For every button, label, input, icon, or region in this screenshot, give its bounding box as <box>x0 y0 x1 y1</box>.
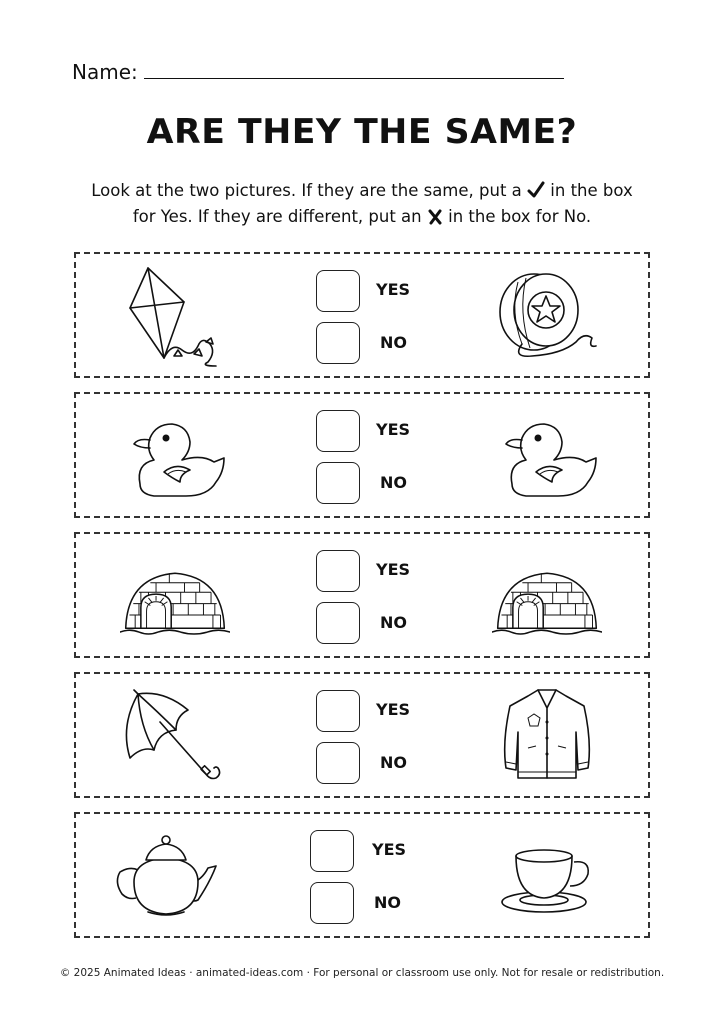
instruction-text-3: for Yes. If they are different, put an <box>132 207 422 226</box>
no-checkbox[interactable] <box>316 462 360 504</box>
instructions <box>60 178 664 230</box>
yes-label: YES <box>376 280 411 299</box>
cross-icon <box>427 209 443 225</box>
yoyo-icon <box>492 262 602 372</box>
kite-icon <box>120 262 230 372</box>
instruction-text-1: Look at the two pictures. If they are the same, put a <box>91 181 522 200</box>
name-label: Name: <box>72 60 138 84</box>
question-row-5 <box>74 812 650 938</box>
yes-checkbox[interactable] <box>310 830 354 872</box>
umbrella-icon <box>120 682 230 792</box>
instruction-text-2: in the box <box>550 181 633 200</box>
name-line <box>72 60 564 84</box>
igloo-icon <box>120 542 230 652</box>
page-title: ARE THEY THE SAME? <box>146 112 578 152</box>
no-checkbox[interactable] <box>316 742 360 784</box>
no-checkbox[interactable] <box>316 322 360 364</box>
question-row-2 <box>74 392 650 518</box>
no-label: NO <box>380 613 407 632</box>
question-row-1 <box>74 252 650 378</box>
no-label: NO <box>374 893 401 912</box>
igloo-icon <box>492 542 602 652</box>
question-row-3 <box>74 532 650 658</box>
no-checkbox[interactable] <box>316 602 360 644</box>
no-checkbox[interactable] <box>310 882 354 924</box>
jacket-icon <box>492 682 602 792</box>
question-row-4 <box>74 672 650 798</box>
rubber-duck-icon <box>492 402 602 512</box>
check-icon <box>527 181 545 199</box>
yes-label: YES <box>376 560 411 579</box>
teapot-icon <box>110 822 226 932</box>
yes-label: YES <box>376 700 411 719</box>
no-label: NO <box>380 753 407 772</box>
yes-checkbox[interactable] <box>316 690 360 732</box>
teacup-icon <box>492 822 602 932</box>
yes-checkbox[interactable] <box>316 550 360 592</box>
yes-checkbox[interactable] <box>316 270 360 312</box>
rubber-duck-icon <box>120 402 230 512</box>
no-label: NO <box>380 333 407 352</box>
footer-text: © 2025 Animated Ideas · animated-ideas.com · For personal or classroom use only. Not for resale or redistribution. <box>59 967 665 979</box>
yes-checkbox[interactable] <box>316 410 360 452</box>
name-write-line[interactable] <box>144 77 564 79</box>
instruction-text-4: in the box for No. <box>448 207 592 226</box>
yes-label: YES <box>372 840 407 859</box>
no-label: NO <box>380 473 407 492</box>
yes-label: YES <box>376 420 411 439</box>
